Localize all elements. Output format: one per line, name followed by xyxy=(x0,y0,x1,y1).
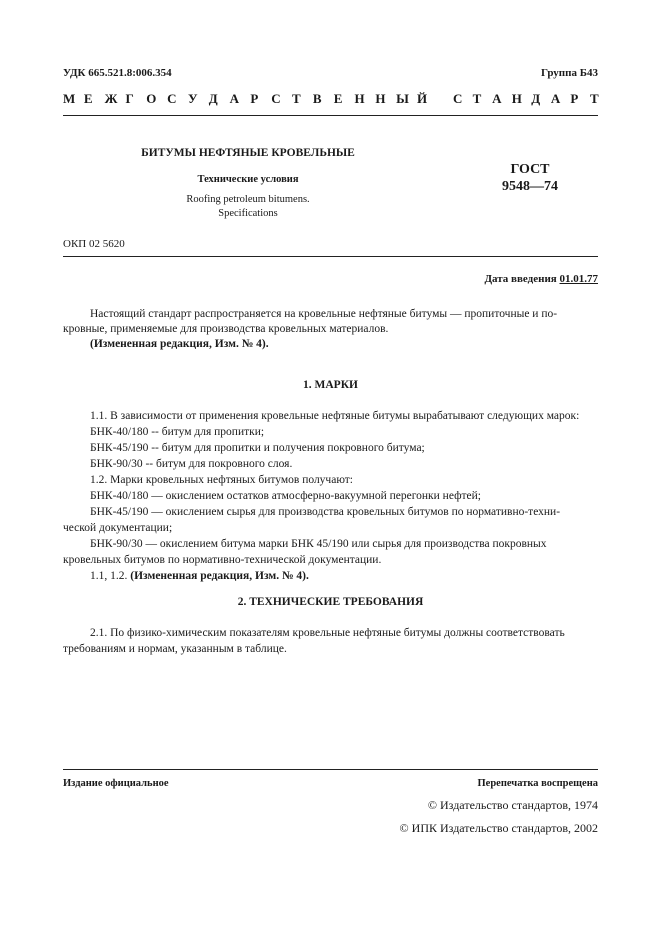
gost-label: ГОСТ xyxy=(510,162,550,177)
clause-2-1-line1: 2.1. По физико-химическим показателям кровельные нефтяные битумы должны соответствовать xyxy=(90,627,565,639)
clause-2-1-line2: требованиям и нормам, указанным в таблице. xyxy=(63,643,287,655)
interstate-word1-letter: О xyxy=(146,91,157,106)
method-bnk-40-180: БНК-40/180 — окислением остатков атмосферно-вакуумной перегонки нефтей; xyxy=(90,490,481,502)
interstate-word1-letter: Р xyxy=(250,91,259,106)
section-1-amendment-text: (Измененная редакция, Изм. № 4). xyxy=(130,570,309,582)
gost-number: 9548—74 xyxy=(502,179,558,194)
header-rule xyxy=(63,115,598,116)
interstate-word1-letter: Й xyxy=(417,91,428,106)
interstate-word2-letter: С xyxy=(453,91,463,106)
interstate-word2-letter: Т xyxy=(472,91,482,106)
grade-bnk-40-180: БНК-40/180 -- битум для пропитки; xyxy=(90,426,265,438)
section-1-title: 1. МАРКИ xyxy=(303,379,358,391)
copyright-2002: © ИПК Издательство стандартов, 2002 xyxy=(399,821,598,835)
interstate-word1-letter: С xyxy=(271,91,281,106)
section-2-title: 2. ТЕХНИЧЕСКИЕ ТРЕБОВАНИЯ xyxy=(237,596,424,608)
interstate-word1-letter: Н xyxy=(354,91,365,106)
interstate-word2-letter: Р xyxy=(570,91,579,106)
intro-line2: кровные, применяемые для производства кровельных материалов. xyxy=(63,323,389,335)
interstate-word1-letter: А xyxy=(229,91,239,106)
section-1-amendment xyxy=(90,569,309,585)
reprint-prohibited: Перепечатка воспрещена xyxy=(477,778,598,789)
document-title: БИТУМЫ НЕФТЯНЫЕ КРОВЕЛЬНЫЕ xyxy=(141,147,355,159)
english-title xyxy=(63,193,433,221)
gost-designation xyxy=(480,161,580,195)
method-bnk-45-190-line1: БНК-45/190 — окислением сырья для производства кровельных битумов по нормативно-техни- xyxy=(90,506,561,518)
footer-rule xyxy=(63,769,598,770)
clause-1-2: 1.2. Марки кровельных нефтяных битумов получают: xyxy=(90,474,353,486)
method-bnk-90-30-line2: кровельных битумов по нормативно-технической документации. xyxy=(63,554,382,566)
intro-amendment: (Измененная редакция, Изм. № 4). xyxy=(90,338,269,350)
intro-line1: Настоящий стандарт распространяется на кровельные нефтяные битумы — пропиточные и по- xyxy=(90,308,558,320)
interstate-word2-letter: Д xyxy=(531,91,541,106)
interstate-word1-letter: Ж xyxy=(104,91,118,106)
interstate-word2-letter: А xyxy=(492,91,502,106)
udk-code: УДК 665.521.8:006.354 xyxy=(63,67,172,79)
grade-bnk-90-30: БНК-90/30 -- битум для покровного слоя. xyxy=(90,458,293,470)
introduction-date-value: 01.01.77 xyxy=(559,273,598,285)
interstate-word1-letter: Н xyxy=(375,91,386,106)
interstate-word1-letter: С xyxy=(167,91,177,106)
method-bnk-45-190-line2: ческой документации; xyxy=(63,522,173,534)
section-1-amendment-prefix: 1.1, 1.2. xyxy=(90,570,128,582)
interstate-word1-letter: У xyxy=(187,91,198,106)
introduction-date xyxy=(484,272,598,288)
method-bnk-90-30-line1: БНК-90/30 — окислением битума марки БНК 45/190 или сырья для производства покровных xyxy=(90,538,547,550)
document-subtitle: Технические условия xyxy=(197,174,299,185)
interstate-word2-letter: Т xyxy=(590,91,599,106)
title-block-rule xyxy=(63,256,598,257)
english-title-line2: Specifications xyxy=(218,208,278,219)
official-edition: Издание официальное xyxy=(63,778,169,789)
introduction-date-label: Дата введения xyxy=(484,273,557,285)
interstate-word1-letter: Е xyxy=(333,91,343,106)
interstate-word1-letter: Г xyxy=(125,91,134,106)
clause-1-1: 1.1. В зависимости от применения кровельные нефтяные битумы вырабатывают следующих марок: xyxy=(90,410,580,422)
interstate-word1-letter: М xyxy=(63,91,76,106)
interstate-word1-letter: Т xyxy=(292,91,301,106)
english-title-line1: Roofing petroleum bitumens. xyxy=(186,194,310,205)
copyright-1974: © Издательство стандартов, 1974 xyxy=(427,798,598,812)
interstate-word1-letter: Д xyxy=(208,91,218,106)
grade-bnk-45-190: БНК-45/190 -- битум для пропитки и получения покровного битума; xyxy=(90,442,425,454)
interstate-word2-letter: Н xyxy=(511,91,522,106)
interstate-word2-letter: А xyxy=(550,91,561,106)
interstate-word1-letter: Ы xyxy=(396,91,409,106)
interstate-word1-letter: Е xyxy=(83,91,93,106)
interstate-word1-letter: В xyxy=(312,91,322,106)
okp-code: ОКП 02 5620 xyxy=(63,238,125,250)
group-code: Группа Б43 xyxy=(541,67,598,79)
